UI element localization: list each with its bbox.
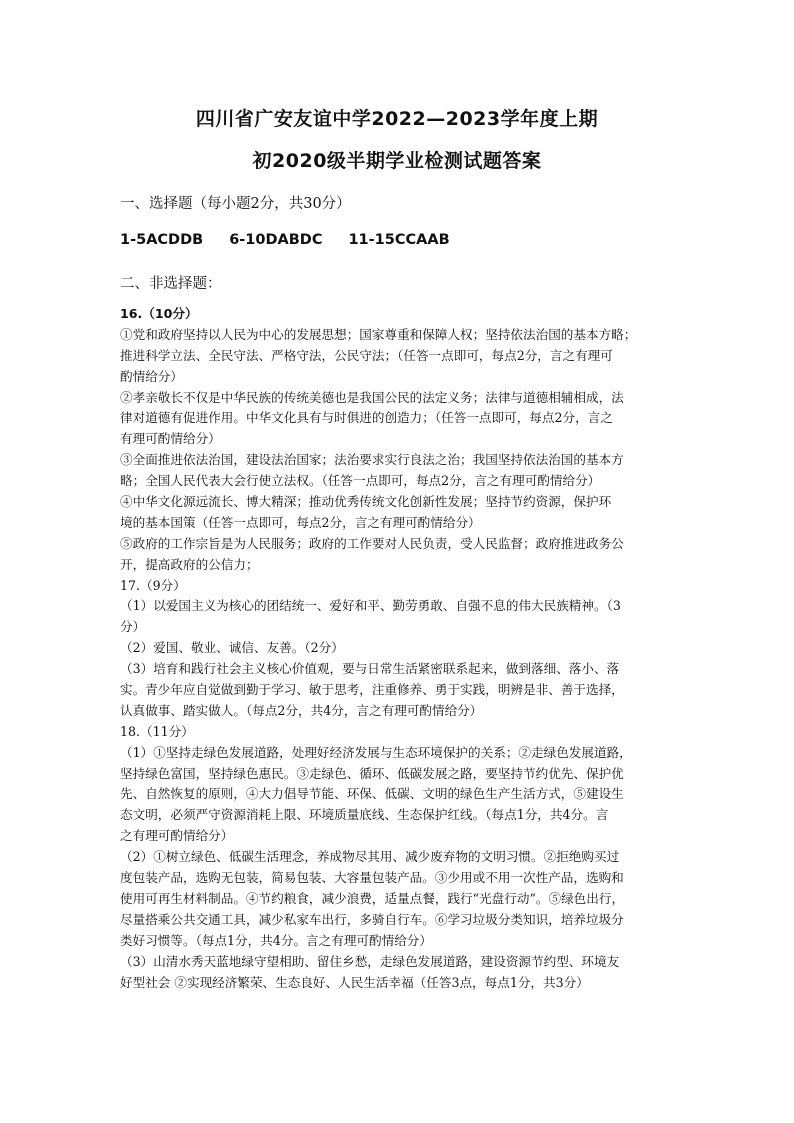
multiple-choice-answers: [120, 232, 450, 248]
body-line: 度包装产品，选购无包装，简易包装、大容量包装产品。③少用或不用一次性产品，选购和: [120, 870, 624, 886]
section-multiple-choice-heading: [120, 192, 351, 213]
body-line: （2）①树立绿色、低碳生活理念，养成物尽其用、减少废弃物的文明习惯。②拒绝购买过: [120, 849, 620, 865]
question-17-heading: 17.（9分）: [120, 577, 186, 593]
section-non-choice-heading: 二、非选择题：: [120, 276, 222, 292]
document-subtitle: 初2020级半期学业检测试题答案: [252, 150, 542, 172]
section-1-title: 一、选择题: [120, 196, 193, 212]
body-line: 尽量搭乘公共交通工具，减少私家车出行，多骑自行车。⑥学习垃圾分类知识，培养垃圾分: [120, 911, 624, 927]
body-line: ②孝亲敬长不仅是中华民族的传统美德也是我国公民的法定义务；法律与道德相辅相成，法: [120, 389, 624, 405]
body-line: 态文明，必须严守资源消耗上限、环境质量底线、生态保护红线。（每点1分，共4分。言: [120, 807, 609, 823]
body-line: 认真做事、踏实做人。（每点2分，共4分，言之有理可酌情给分）: [120, 702, 483, 718]
body-line: ①党和政府坚持以人民为中心的发展思想；国家尊重和保障人权；坚持依法治国的基本方略；: [120, 326, 637, 342]
body-line: 实。青少年应自觉做到勤于学习、敏于思考，注重修养、勇于实践，明辨是非、善于选择，: [120, 682, 624, 698]
question-18-heading: 18.（11分）: [120, 723, 194, 739]
body-line: ③全面推进依法治国，建设法治国家；法治要求实行良法之治；我国坚持依法治国的基本方: [120, 452, 624, 468]
body-line: 坚持绿色富国，坚持绿色惠民。③走绿色、循环、低碳发展之路，要坚持节约优先、保护优: [120, 765, 624, 781]
body-line: 开，提高政府的公信力；: [120, 556, 259, 572]
body-line: （1）以爱国主义为核心的团结统一、爱好和平、勤劳勇敢、自强不息的伟大民族精神。（3: [120, 598, 621, 614]
section-1-score-note: （每小题2分，共30分）: [192, 196, 351, 212]
answer-group: 6-10DABDC: [229, 232, 323, 248]
body-line: （2）爱国、敬业、诚信、友善。（2分）: [120, 640, 344, 656]
body-line: （3）培育和践行社会主义核心价值观，要与日常生活紧密联系起来，做到落细、落小、落: [120, 661, 620, 677]
body-line: ⑤政府的工作宗旨是为人民服务；政府的工作要对人民负责，受人民监督；政府推进政务公: [120, 535, 624, 551]
body-line: 境的基本国策（任答一点即可，每点2分，言之有理可酌情给分）: [120, 514, 481, 530]
body-line: （1）①坚持走绿色发展道路，处理好经济发展与生态环境保护的关系；②走绿色发展道路，: [120, 744, 632, 760]
answer-group: 11-15CCAAB: [348, 232, 450, 248]
body-line: （3）山清水秀天蓝地绿守望相助、留住乡愁，走绿色发展道路，建设资源节约型、环境友: [120, 953, 620, 969]
body-line: 略；全国人民代表大会行使立法权。（任答一点即可，每点2分，言之有理可酌情给分）: [120, 473, 601, 489]
answer-group: 1-5ACDDB: [120, 232, 204, 248]
body-line: ④中华文化源远流长、博大精深；推动优秀传统文化创新性发展；坚持节约资源，保护环: [120, 494, 612, 510]
body-line: 好型社会 ②实现经济繁荣、生态良好、人民生活幸福（任答3点，每点1分，共3分）: [120, 974, 589, 990]
body-line: 有理可酌情给分）: [120, 431, 221, 447]
body-line: 之有理可酌情给分）: [120, 828, 234, 844]
answer-body: [120, 304, 680, 993]
body-line: 分）: [120, 619, 146, 635]
question-16-heading: 16.（10分）: [120, 306, 198, 321]
body-line: 类好习惯等。（每点1分，共4分。言之有理可酌情给分）: [120, 932, 432, 948]
body-line: 先、自然恢复的原则，④大力倡导节能、环保、低碳、文明的绿色生产生活方式，⑤建设生: [120, 786, 624, 802]
body-line: 律对道德有促进作用。中华文化具有与时俱进的创造力；（任答一点即可，每点2分，言之: [120, 410, 613, 426]
body-line: 酌情给分）: [120, 368, 183, 384]
document-title: 四川省广安友谊中学2022—2023学年度上期: [195, 108, 599, 130]
body-line: 使用可再生材料制品。④节约粮食，减少浪费，适量点餐，践行“光盘行动”。⑤绿色出行，: [120, 890, 625, 906]
body-line: 推进科学立法、全民守法、严格守法，公民守法；（任答一点即可，每点2分，言之有理可: [120, 347, 613, 363]
